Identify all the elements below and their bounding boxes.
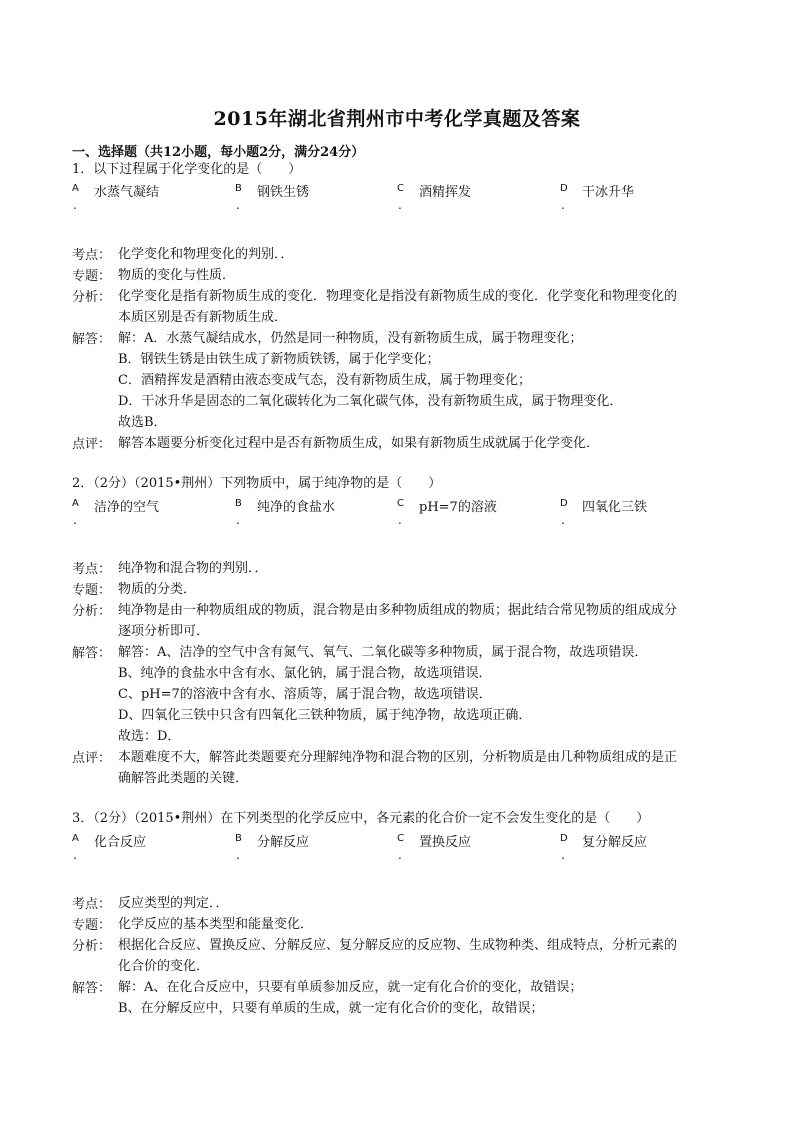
q1-jieda-line-c: C．酒精挥发是酒精由液态变成气态，没有新物质生成，属于物理变化； — [118, 373, 531, 388]
q2-jieda-line-c: C、pH=7的溶液中含有水、溶质等，属于混合物，故选项错误． — [118, 687, 492, 702]
question-2-options: A . 洁净的空气 B . 纯净的食盐水 C . pH=7的溶液 D . 四氧化三铁 — [72, 498, 648, 527]
section-heading: 一、选择题（共12小题，每小题2分，满分24分） — [72, 145, 365, 160]
question-1-stem: 1．以下过程属于化学变化的是（ ） — [72, 162, 302, 177]
q2-jieda-answer: 故选：D． — [118, 729, 181, 744]
question-2-stem: 2．（2分）（2015•荆州）下列物质中，属于纯净物的是（ ） — [72, 476, 442, 491]
page-title: 2015年湖北省荆州市中考化学真题及答案 — [213, 108, 581, 130]
q1-jieda-line-d: D．干冰升华是固态的二氧化碳转化为二氧化碳气体，没有新物质生成，属于物理变化． — [118, 394, 623, 409]
q1-jieda-answer: 故选B． — [118, 415, 167, 430]
question-3-stem: 3．（2分）（2015•荆州）在下列类型的化学反应中，各元素的化合价一定不会发生变化的是（ ） — [72, 811, 650, 826]
q2-jieda-line-b: B、纯净的食盐水中含有水、氯化钠，属于混合物，故选项错误． — [118, 666, 492, 681]
q2-jieda-line-d: D、四氧化三铁中只含有四氧化三铁种物质，属于纯净物，故选项正确． — [118, 708, 532, 723]
document-page: 2015年湖北省荆州市中考化学真题及答案 一、选择题（共12小题，每小题2分，满分24分） 1．以下过程属于化学变化的是（ ） A . 水蒸气凝结 B . 钢铁生锈 C . 酒精挥发 D . 干冰升华 考点： 化学变化和物理变化的判别．． 专题： 物质的变化与性质． 分析： 化学变化是指有新物质生成的变化．物理变化是指没有新物质生成的变化．化学变化和物理变化的 本质区别是否有新物质生成． 解答： 解：A．水蒸气凝结成水，仍然是同一种物质，没有新物质生成，属于物理变化； B．钢铁生锈是由铁生成了新物质铁锈，属于化学变化； C．酒精挥发是酒精由液态变成气态，没有新物质生成，属于物理变化； D．干冰升华是固态的二氧化碳转化为二氧化碳气体，没有新物质生成，属于物理变化． 故选B． 点评： 解答本题要分析变化过程中是否有新物质生成，如果有新物质生成就属于化学变化． 2．（2分）（2015•荆州）下列物质中，属于纯净物的是（ ） A . 洁净的空气 B . 纯净的食盐水 C . pH=7的溶液 D . 四氧化三铁 考点： 纯净物和混合物的判别．． 专题： 物质的分类． 分析： 纯净物是由一种物质组成的物质，混合物是由多种物质组成的物质；据此结合常见物质的组成成分 逐项分析即可． 解答： 解答：A、洁净的空气中含有氮气、氧气、二氧化碳等多种物质，属于混合物，故选项错误． B、纯净的食盐水中含有水、氯化钠，属于混合物，故选项错误． C、pH=7的溶液中含有水、溶质等，属于混合物，故选项错误． D、四氧化三铁中只含有四氧化三铁种物质，属于纯净物，故选项正确． 故选：D． 点评： 本题难度不大，解答此类题要充分理解纯净物和混合物的区别，分析物质是由几种物质组成的是正 确解答此类题的关键． 3．（2分）（2015•荆州）在下列类型的化学反应中，各元素的化合价一定不会发生变化的是（ ） A . 化合反应 B . 分解反应 C . 置换反应 D . 复分解反应 考点： 反应类型的判定．． 专题： 化学反应的基本类型和能量变化． 分析： 根据化合反应、置换反应、分解反应、复分解反应的反应物、生成物种类、组成特点，分析元素的 化合价的变化． 解答： 解：A、在化合反应中，只要有单质参加反应，就一定有化合价的变化，故错误； B、在分解反应中，只要有单质的生成，就一定有化合价的变化，故错误； — [0, 0, 794, 1123]
q1-jieda-line-b: B．钢铁生锈是由铁生成了新物质铁锈，属于化学变化； — [118, 352, 440, 367]
question-1-options: A . 水蒸气凝结 B . 钢铁生锈 C . 酒精挥发 D . 干冰升华 — [72, 183, 635, 212]
question-3-options: A . 化合反应 B . 分解反应 C . 置换反应 D . 复分解反应 — [72, 833, 648, 862]
q3-jieda-line-b: B、在分解反应中，只要有单质的生成，就一定有化合价的变化，故错误； — [118, 1001, 544, 1016]
